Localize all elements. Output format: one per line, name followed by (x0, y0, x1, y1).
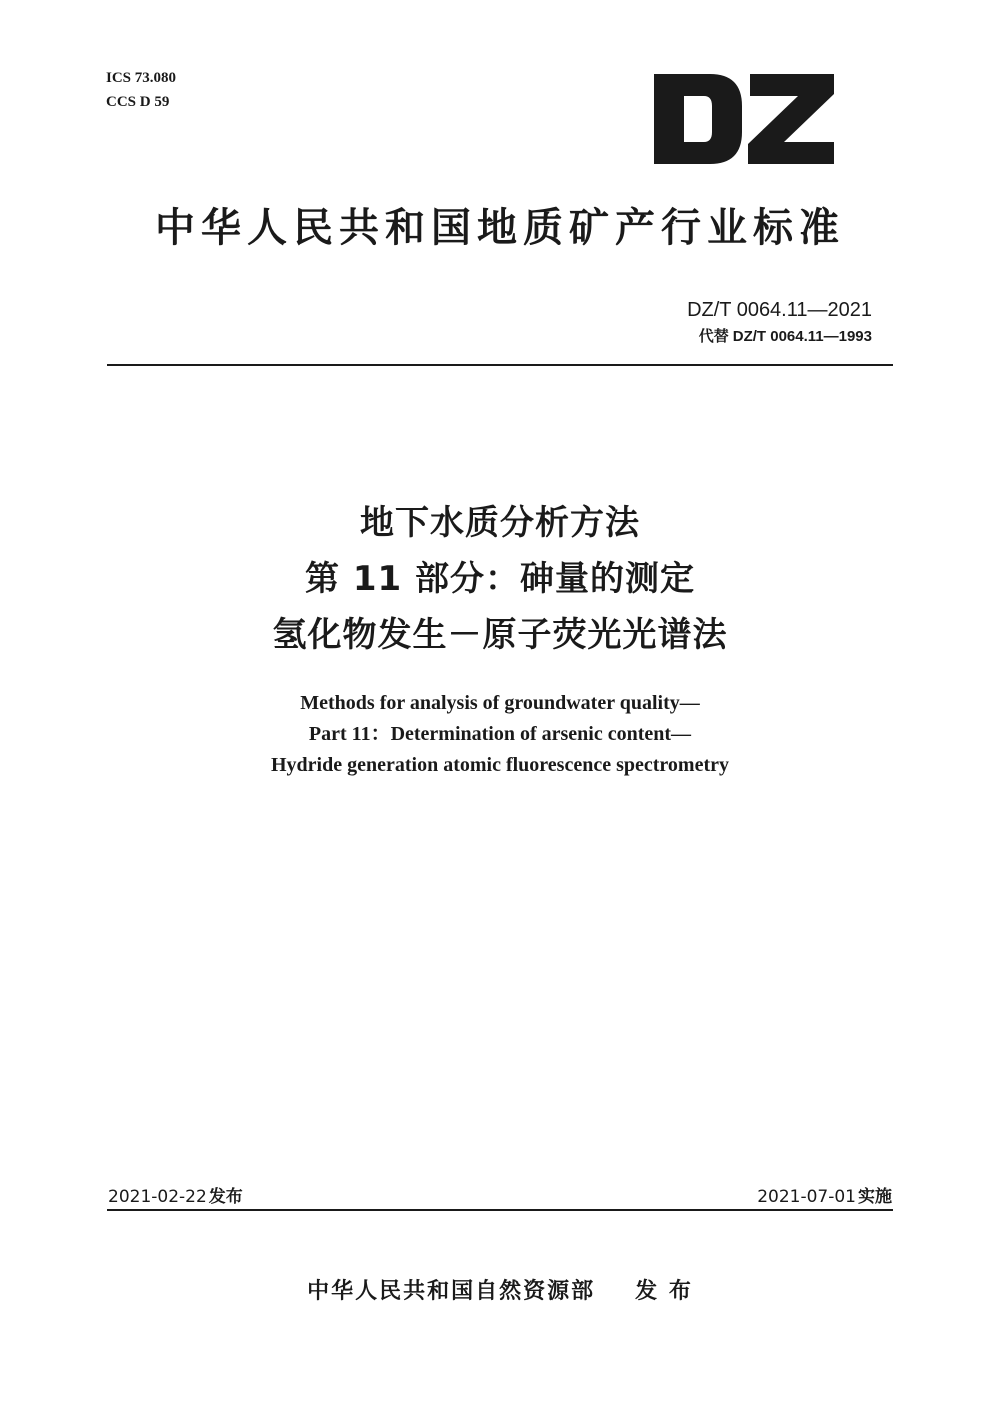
replaces-label: 代替 (698, 327, 729, 345)
issuer-line (0, 1274, 1000, 1305)
chinese-title-line2: 第 11 部分：砷量的测定 (305, 559, 695, 599)
classification-codes (106, 66, 176, 114)
dz-logo-graphic (652, 72, 836, 166)
english-title (0, 688, 1000, 781)
standard-category-title: 中华人民共和国地质矿产行业标准 (155, 205, 845, 251)
standard-number-block (687, 297, 872, 350)
implement-date-line (757, 1182, 892, 1207)
header-divider (107, 364, 893, 366)
publish-label: 发布 (208, 1187, 243, 1207)
chinese-title (0, 495, 1000, 663)
footer-divider (107, 1209, 893, 1211)
issuer-name: 中华人民共和国自然资源部 (307, 1279, 596, 1304)
standard-number: DZ/T 0064.11—2021 (687, 299, 872, 321)
english-title-line3: Hydride generation atomic fluorescence spectrometry (270, 754, 730, 776)
publish-date: 2021-02-22 (108, 1187, 207, 1207)
english-title-line1: Methods for analysis of groundwater quality— (300, 692, 700, 714)
ics-code: ICS 73.080 (106, 70, 177, 86)
chinese-title-line1: 地下水质分析方法 (360, 503, 640, 543)
ccs-code: CCS D 59 (106, 94, 170, 110)
replaces-line (687, 323, 872, 350)
issuer-action: 发 布 (635, 1279, 693, 1304)
replaces-number: DZ/T 0064.11—1993 (732, 328, 872, 345)
dz-logo (652, 72, 836, 166)
chinese-title-line3: 氢化物发生－原子荧光光谱法 (272, 615, 728, 655)
implement-date: 2021-07-01 (757, 1187, 856, 1207)
implement-label: 实施 (858, 1187, 892, 1207)
english-title-line2: Part 11：Determination of arsenic content— (308, 723, 692, 745)
publish-date-line (108, 1182, 243, 1207)
